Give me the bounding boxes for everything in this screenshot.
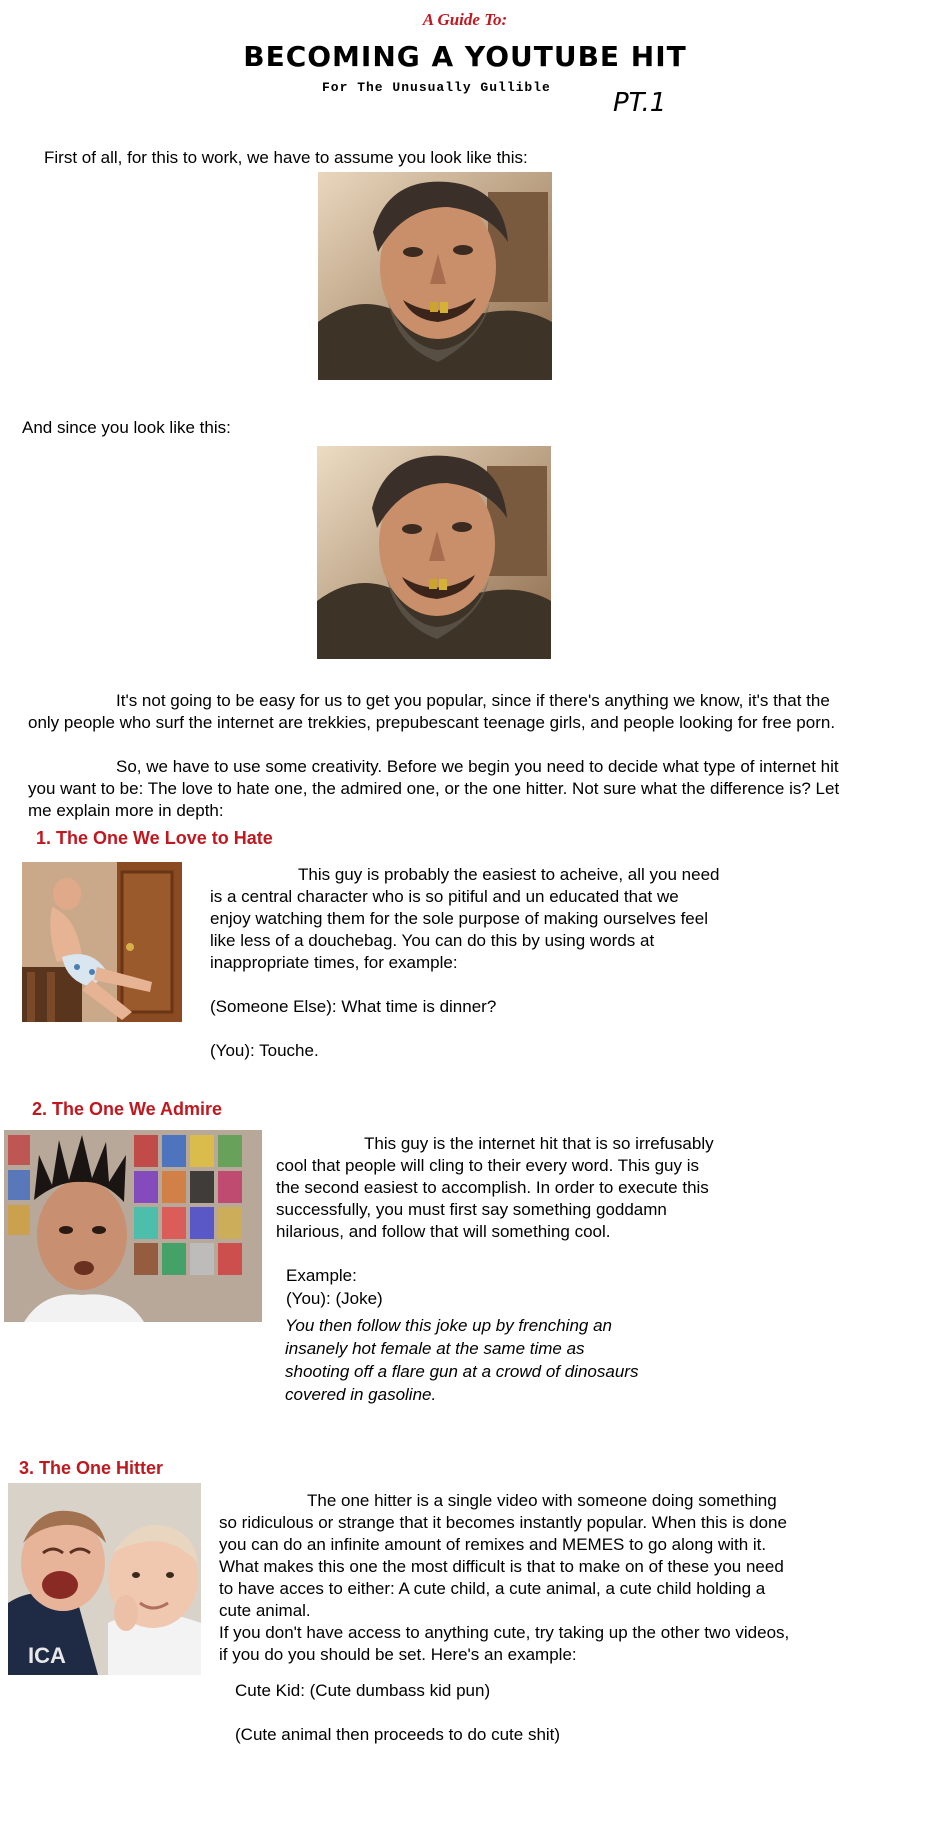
shirtless-guy-image [22, 862, 182, 1022]
section-3-heading: 3. The One Hitter [19, 1458, 164, 1478]
smiling-man-image [318, 172, 552, 380]
section-2-body: This guy is the internet hit that is so irrefusably cool that people will cling to their every word. This guy is the second easiest to accomplish. In order to execute this successfully, you must first say something goddamn hilarious, and follow that will something cool. [276, 1134, 714, 1241]
man-photo-2 [317, 446, 551, 659]
page-title: BECOMING A YOUTUBE HIT [243, 40, 687, 73]
guide-subtitle: A Guide To: [422, 10, 508, 29]
section-3-example-2: (Cute animal then proceeds to do cute shit) [235, 1725, 561, 1744]
section-2-photo [4, 1130, 262, 1322]
tagline: For The Unusually Gullible [322, 80, 551, 95]
spiky-hair-guy-image [4, 1130, 262, 1322]
section-1-example-2: (You): Touche. [210, 1041, 319, 1060]
section-3-body: The one hitter is a single video with someone doing something so ridiculous or strange that it becomes instantly popular. When this is done you can do an infinite amount of remixes and MEMES to go along with it. What makes this one the most difficult is that to make on of these you need to have acces to either: A cute child, a cute animal, a cute child holding a cute animal. [219, 1491, 787, 1620]
section-1-body: This guy is probably the easiest to acheive, all you need is a central character who is so pitiful and un educated that we enjoy watching them for the sole purpose of making ourselves feel like less of a douchebag. You can do this by using words at inappropriate times, for example: [210, 865, 720, 972]
svg-text:ICA: ICA [28, 1643, 66, 1668]
section-2-example-label: Example: [286, 1266, 357, 1285]
section-3-example-1: Cute Kid: (Cute dumbass kid pun) [235, 1681, 491, 1700]
part-label: PT.1 [613, 88, 667, 118]
section-2-example-line: (You): (Joke) [286, 1289, 383, 1308]
intro-paragraph-1: It's not going to be easy for us to get you popular, since if there's anything we know, it's that the only people who surf the internet are trekkies, prepubescant teenage girls, and people looking for free porn. [28, 691, 836, 732]
intro-line-2: And since you look like this: [22, 418, 231, 437]
intro-line-1: First of all, for this to work, we have to assume you look like this: [44, 148, 528, 167]
smiling-man-image [317, 446, 551, 659]
section-3-photo [8, 1483, 201, 1675]
man-photo-1 [318, 172, 552, 380]
section-1-heading: 1. The One We Love to Hate [36, 828, 273, 848]
section-3-body-2: If you don't have access to anything cute, try taking up the other two videos, if you do you should be set. Here's an example: [219, 1623, 790, 1664]
section-2-heading: 2. The One We Admire [32, 1099, 223, 1119]
babies-image [8, 1483, 201, 1675]
intro-paragraph-2: So, we have to use some creativity. Before we begin you need to decide what type of internet hit you want to be: The love to hate one, the admired one, or the one hitter. Not sure what the difference is? Let me explain more in depth: [28, 757, 840, 820]
section-1-photo [22, 862, 182, 1022]
section-1-example-1: (Someone Else): What time is dinner? [210, 997, 497, 1016]
section-2-example-italic: You then follow this joke up by frenching an insanely hot female at the same time as shooting off a flare gun at a crowd of dinosaurs covered in gasoline. [285, 1316, 639, 1404]
